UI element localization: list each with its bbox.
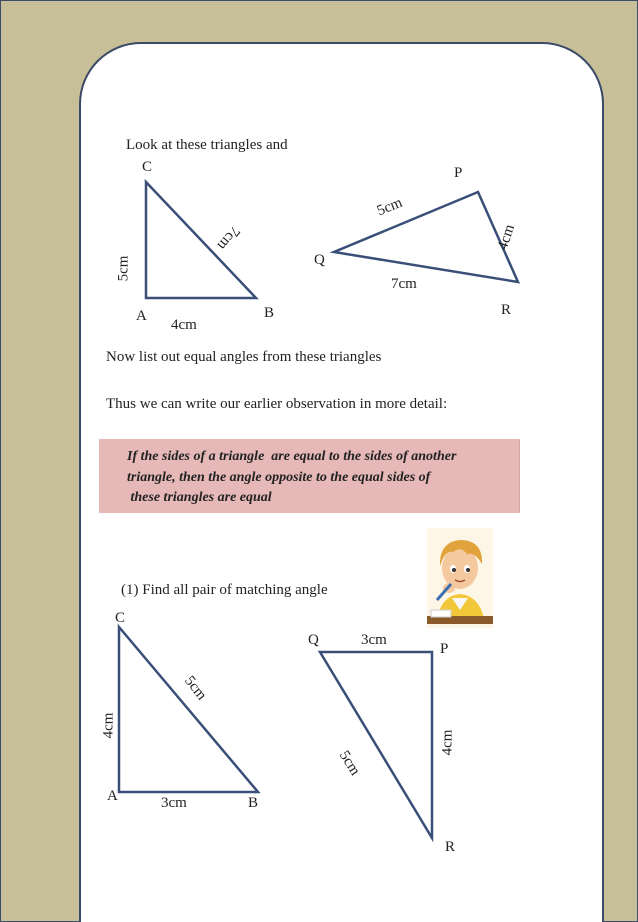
vertex2-r-label: R [445, 839, 456, 855]
thinking-boy-illustration [427, 528, 493, 628]
side-pr-label: 4cm [494, 222, 519, 253]
vertex2-p-label: P [440, 641, 449, 657]
rule-line-2: triangle, then the angle opposite to the equal sides of [127, 470, 431, 485]
thus-text: Thus we can write our earlier observation in more detail: [106, 396, 448, 412]
side2-pr-label: 4cm [439, 729, 456, 756]
vertex2-a-label: A [107, 788, 118, 804]
vertex-r-label: R [501, 302, 512, 318]
side2-ab-label: 3cm [161, 795, 187, 811]
side2-bc-label: 5cm [181, 673, 210, 704]
vertex2-q-label: Q [308, 632, 319, 648]
rule-box [99, 439, 520, 513]
triangle2-abc [119, 627, 258, 792]
vertex2-b-label: B [248, 795, 259, 811]
triangle-abc [146, 182, 256, 298]
rule-line-1: If the sides of a triangle are equal to the sides of another [127, 449, 457, 464]
vertex-a-label: A [136, 308, 147, 324]
side-bc-label: 7cm [213, 222, 243, 253]
triangle-pqr [334, 192, 518, 282]
side2-ac-label: 4cm [100, 712, 117, 739]
vertex-c-label: C [142, 159, 153, 175]
side-qp-label: 5cm [374, 194, 405, 220]
exercise-text: (1) Find all pair of matching angle [121, 582, 328, 598]
vertex-q-label: Q [314, 252, 325, 268]
side2-qp-label: 3cm [361, 632, 387, 648]
side2-qr-label: 5cm [335, 748, 363, 779]
side-ab-label: 4cm [171, 317, 197, 333]
vertex-p-label: P [454, 165, 463, 181]
side-qr-label: 7cm [391, 276, 417, 292]
side-ac-label: 5cm [115, 255, 132, 282]
intro-text: Look at these triangles and [126, 137, 288, 153]
triangle2-pqr [320, 652, 432, 838]
list-text: Now list out equal angles from these triangles [106, 349, 382, 365]
vertex-b-label: B [264, 305, 275, 321]
vertex2-c-label: C [115, 610, 126, 626]
rule-line-3: these triangles are equal [127, 490, 272, 505]
